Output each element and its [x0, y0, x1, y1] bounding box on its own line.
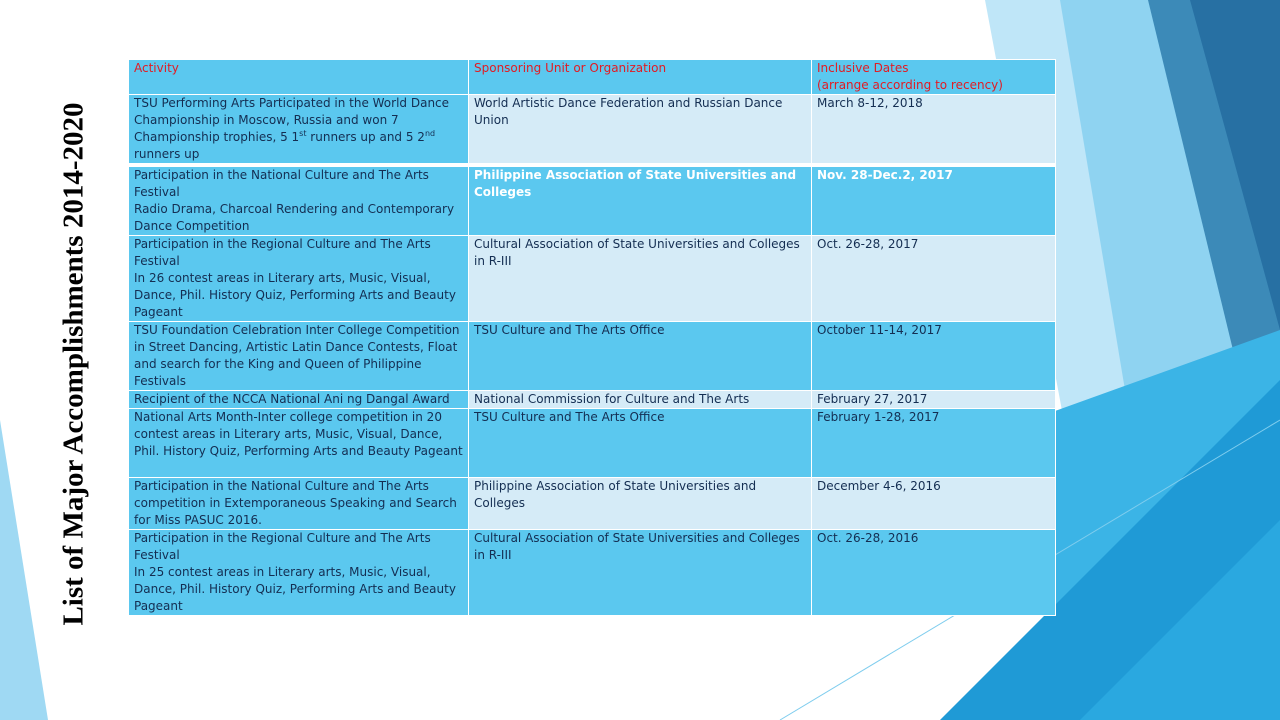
table-row: [129, 322, 1056, 391]
activity-cell: TSU Foundation Celebration Inter College Competition in Street Dancing, Artistic Latin Dance Contests, Float and search for the King and Queen of Philippine Festivals: [129, 322, 469, 391]
activity-cell: [129, 95, 469, 166]
table-row: [129, 236, 1056, 322]
table-row: [129, 409, 1056, 478]
left-edge-shape: [0, 420, 48, 720]
header-sponsor: Sponsoring Unit or Organization: [469, 60, 812, 95]
dates-cell: Nov. 28-Dec.2, 2017: [812, 165, 1056, 236]
activity-cell: National Arts Month-Inter college competition in 20 contest areas in Literary arts, Music, Visual, Dance, Phil. History Quiz, Performing Arts and Beauty Pageant: [129, 409, 469, 478]
sponsor-cell: National Commission for Culture and The Arts: [469, 391, 812, 409]
sponsor-cell: Cultural Association of State Universities and Colleges in R-III: [469, 236, 812, 322]
activity-text: Participation in the Regional Culture and The Arts Festival: [134, 531, 431, 562]
table-row: [129, 530, 1056, 616]
table-row: [129, 478, 1056, 530]
activity-detail: Radio Drama, Charcoal Rendering and Contemporary Dance Competition: [134, 202, 455, 233]
slide-title: List of Major Accomplishments 2014-2020: [57, 102, 90, 626]
header-dates-label: Inclusive Dates: [817, 61, 909, 75]
activity-text: Participation in the Regional Culture and The Arts Festival: [134, 237, 431, 268]
dates-cell: December 4-6, 2016: [812, 478, 1056, 530]
activity-cell: [129, 165, 469, 236]
dates-cell: Oct. 26-28, 2016: [812, 530, 1056, 616]
header-activity: Activity: [129, 60, 469, 95]
sponsor-cell: TSU Culture and The Arts Office: [469, 409, 812, 478]
accomplishments-table: [128, 59, 1056, 616]
ordinal-suffix: st: [299, 129, 307, 138]
activity-detail: In 25 contest areas in Literary arts, Music, Visual, Dance, Phil. History Quiz, Performing Arts and Beauty Pageant: [134, 565, 456, 613]
dates-cell: February 27, 2017: [812, 391, 1056, 409]
table-row: [129, 95, 1056, 166]
sponsor-cell: TSU Culture and The Arts Office: [469, 322, 812, 391]
activity-cell: [129, 236, 469, 322]
dates-cell: February 1-28, 2017: [812, 409, 1056, 478]
activity-cell: Participation in the National Culture and The Arts competition in Extemporaneous Speaking and Search for Miss PASUC 2016.: [129, 478, 469, 530]
sponsor-cell: World Artistic Dance Federation and Russian Dance Union: [469, 95, 812, 166]
activity-text: runners up and 5 2: [306, 130, 425, 144]
activity-detail: In 26 contest areas in Literary arts, Music, Visual, Dance, Phil. History Quiz, Performing Arts and Beauty Pageant: [134, 271, 456, 319]
header-dates: [812, 60, 1056, 95]
table-row: [129, 391, 1056, 409]
activity-text: TSU Performing Arts Participated in the World Dance Championship in Moscow, Russia and won 7 Championship trophies, 5 1: [134, 96, 450, 144]
dates-cell: March 8-12, 2018: [812, 95, 1056, 166]
sponsor-cell: Cultural Association of State Universities and Colleges in R-III: [469, 530, 812, 616]
dates-cell: October 11-14, 2017: [812, 322, 1056, 391]
table-header-row: [129, 60, 1056, 95]
activity-cell: Recipient of the NCCA National Ani ng Dangal Award: [129, 391, 469, 409]
slide-title-region: [48, 75, 100, 653]
table-row: [129, 165, 1056, 236]
sponsor-cell: Philippine Association of State Universities and Colleges: [469, 478, 812, 530]
activity-text: Participation in the National Culture and The Arts Festival: [134, 168, 429, 199]
header-dates-note: (arrange according to recency): [817, 78, 1003, 92]
activity-text: runners up: [134, 147, 200, 161]
sponsor-cell: Philippine Association of State Universities and Colleges: [469, 165, 812, 236]
ordinal-suffix: nd: [424, 129, 436, 138]
activity-cell: [129, 530, 469, 616]
dates-cell: Oct. 26-28, 2017: [812, 236, 1056, 322]
